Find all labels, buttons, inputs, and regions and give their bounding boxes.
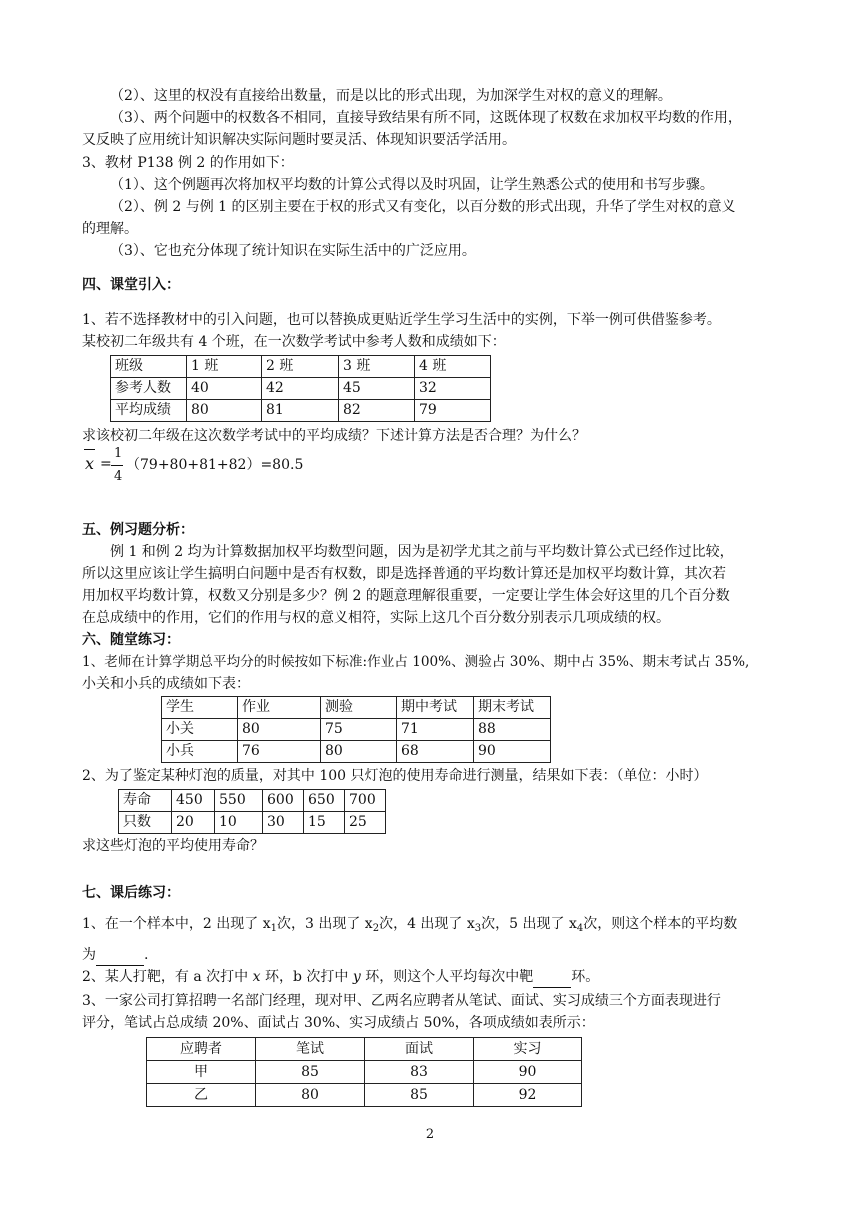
text-run: 次，4 出现了 x [379,916,475,932]
variable-x: x [252,969,261,985]
class-scores-table [110,355,491,422]
section-5-line4: 在总成绩中的作用，它们的作用与权的意义相符，实际上这几个百分数分别表示几项成绩的权。 [82,610,670,626]
table-cell: 寿命 [119,790,172,812]
text-run: 环。 [571,969,600,985]
section-4-p2: 某校初二年级共有 4 个班，在一次数学考试中参考人数和成绩如下： [82,334,506,350]
table-cell: 700 [345,790,386,812]
table-cell: 650 [304,790,345,812]
table-row [147,1084,582,1107]
table-cell: 2 班 [262,356,339,378]
table-cell: 小兵 [162,741,238,763]
table-cell: 参考人数 [111,378,187,400]
item-3-1: （1）、这个例题再次将加权平均数的计算公式得以及时巩固，让学生熟悉公式的使用和书写步骤。 [110,177,714,193]
table-cell: 期中考试 [397,697,474,719]
section-5-line3: 用加权平均数计算，权数又分别是多少？例 2 的题意理解很重要，一定要让学生体会好这里的几个百分数 [82,588,730,604]
table-row [162,697,551,719]
table-cell: 30 [263,812,304,834]
section-5-line1: 例 1 和例 2 均为计算数据加权平均数型问题，因为是初学尤其之前与平均数计算公式已经作过比较， [110,544,734,560]
subscript: 1 [270,923,277,934]
table-cell: 88 [474,719,551,741]
item-3: 3、教材 P138 例 2 的作用如下： [82,155,294,171]
subscript: 4 [576,923,584,934]
section-6-p3: 求这些灯泡的平均使用寿命？ [82,838,264,854]
table-cell: 75 [321,719,397,741]
table-cell: 80 [238,719,321,741]
text-run: . [144,947,149,963]
item-3-2-line1: （2）、例 2 与例 1 的区别主要在于权的形式又有变化，以百分数的形式出现，升华了学生对权的意义 [110,199,736,215]
table-cell: 班级 [111,356,187,378]
table-row [162,741,551,763]
table-cell: 学生 [162,697,238,719]
table-cell: 应聘者 [147,1038,256,1061]
table-cell: 80 [187,400,262,422]
table-cell: 笔试 [256,1038,365,1061]
table-cell: 3 班 [339,356,415,378]
table-cell: 1 班 [187,356,262,378]
table-row [119,790,386,812]
student-scores-table [161,696,551,763]
answer-blank [533,967,571,988]
table-cell: 550 [215,790,263,812]
table-cell: 85 [365,1084,474,1107]
para-2: （2）、这里的权没有直接给出数量，而是以比的形式出现，为加深学生对权的意义的理解。 [110,88,672,104]
mean-bar [84,449,95,450]
text-run: 为 [82,947,96,963]
table-cell: 25 [345,812,386,834]
para-3-line2: 又反映了应用统计知识解决实际问题时要灵活、体现知识要活学活用。 [82,132,516,148]
formula-variable: x [85,454,95,473]
subscript: 2 [372,923,380,934]
formula-numerator: 1 [114,446,123,461]
table-row [147,1061,582,1084]
table-cell: 83 [365,1061,474,1084]
table-row [111,378,491,400]
table-cell: 测验 [321,697,397,719]
section-6-p1-line2: 小关和小兵的成绩如下表： [82,676,250,692]
section-4-title: 四、课堂引入： [82,277,180,293]
section-7-p2 [82,967,599,988]
variable-y: y [352,969,361,985]
formula-rest: （79+80+81+82）=80.5 [126,457,304,473]
item-3-2-line2: 的理解。 [82,221,138,237]
table-cell: 82 [339,400,415,422]
table-cell: 20 [172,812,215,834]
section-7-title: 七、课后练习： [82,885,180,901]
table-cell: 作业 [238,697,321,719]
table-cell: 40 [187,378,262,400]
section-5-title: 五、例习题分析： [82,522,194,538]
section-6-title: 六、随堂练习： [82,632,180,648]
table-cell: 600 [263,790,304,812]
section-4-question: 求该校初二年级在这次数学考试中的平均成绩？下述计算方法是否合理？为什么？ [82,428,586,444]
section-6-p2: 2、为了鉴定某种灯泡的质量，对其中 100 只灯泡的使用寿命进行测量，结果如下表：（单位：小时） [82,768,708,784]
table-cell: 450 [172,790,215,812]
bulb-life-table [118,789,386,834]
para-3-line1: （3）、两个问题中的权数各不相同，直接导致结果有所不同，这既体现了权数在求加权平均数的作用， [110,110,742,126]
table-cell: 76 [238,741,321,763]
text-run: 次，则这个样本的平均数 [583,916,738,932]
table-cell: 乙 [147,1084,256,1107]
section-7-p1 [82,914,737,939]
table-cell: 只数 [119,812,172,834]
table-cell: 90 [474,741,551,763]
table-cell: 81 [262,400,339,422]
table-cell: 期末考试 [474,697,551,719]
text-run: 次，5 出现了 x [481,916,577,932]
text-run: 2、某人打靶，有 a 次打中 [82,969,253,985]
answer-blank [96,945,144,966]
table-cell: 4 班 [415,356,491,378]
table-cell: 实习 [474,1038,582,1061]
table-cell: 32 [415,378,491,400]
table-cell: 甲 [147,1061,256,1084]
formula-denominator: 4 [114,469,123,484]
table-cell: 90 [474,1061,582,1084]
table-row [111,356,491,378]
table-row [162,719,551,741]
formula-equals: = [100,456,112,472]
section-4-p1: 1、若不选择教材中的引入问题，也可以替换成更贴近学生学习生活中的实例，下举一例可供借鉴参考。 [82,312,721,328]
table-cell: 85 [256,1061,365,1084]
table-cell: 79 [415,400,491,422]
table-cell: 面试 [365,1038,474,1061]
applicant-scores-table [146,1037,582,1107]
table-cell: 42 [262,378,339,400]
section-6-p1-line1: 1、老师在计算学期总平均分的时候按如下标准:作业占 100%、测验占 30%、期中占 35%、期末考试占 35%, [82,654,750,670]
table-cell: 45 [339,378,415,400]
text-run: 1、在一个样本中，2 出现了 x [82,916,271,932]
page-number: 2 [425,1127,435,1142]
table-cell: 小关 [162,719,238,741]
table-cell: 68 [397,741,474,763]
table-cell: 71 [397,719,474,741]
section-7-p3-line2: 评分，笔试占总成绩 20%、面试占 30%、实习成绩占 50%，各项成绩如表所示： [82,1015,595,1031]
text-run: 环，则这个人平均每次中靶 [360,969,534,985]
subscript: 3 [474,923,482,934]
table-row [111,400,491,422]
table-cell: 80 [321,741,397,763]
section-7-p1-line2 [82,945,148,966]
item-3-3: （3）、它也充分体现了统计知识在实际生活中的广泛应用。 [110,243,476,259]
table-cell: 10 [215,812,263,834]
table-cell: 15 [304,812,345,834]
table-cell: 80 [256,1084,365,1107]
section-5-line2: 所以这里应该让学生搞明白问题中是否有权数，即是选择普通的平均数计算还是加权平均数计算，其次若 [82,566,726,582]
table-row [147,1038,582,1061]
fraction-bar [111,465,123,466]
table-cell: 92 [474,1084,582,1107]
table-cell: 平均成绩 [111,400,187,422]
text-run: 次，3 出现了 x [277,916,373,932]
table-row [119,812,386,834]
section-7-p3-line1: 3、一家公司打算招聘一名部门经理，现对甲、乙两名应聘者从笔试、面试、实习成绩三个方面表现进行 [82,993,721,1009]
text-run: 环，b 次打中 [260,969,353,985]
